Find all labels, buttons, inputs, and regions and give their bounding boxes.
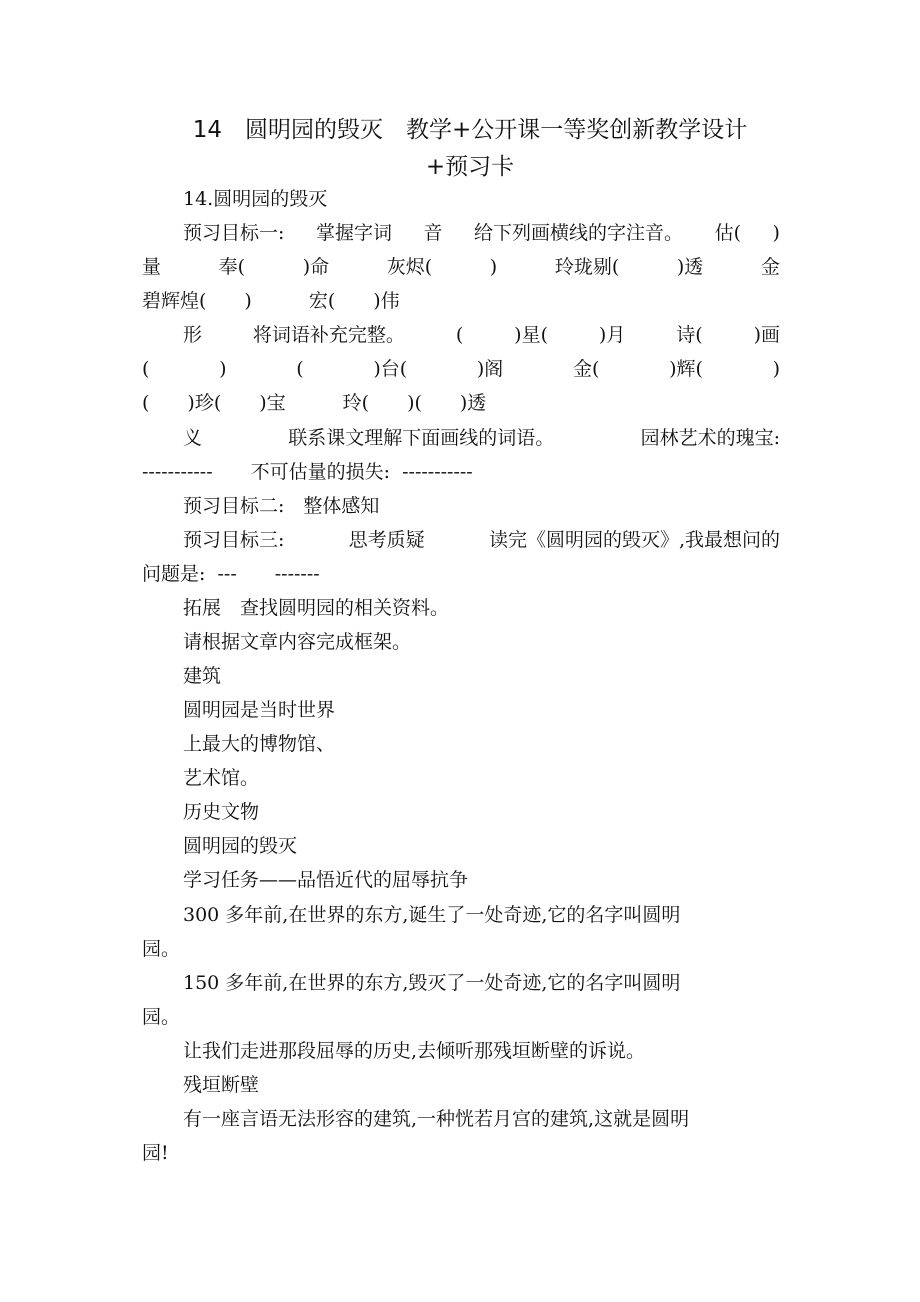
meaning-row-1: [183, 425, 780, 451]
idiom-part: (: [142, 358, 150, 380]
word: 玲珑剔(: [554, 256, 620, 278]
paragraph-line: 300 多年前,在世界的东方,诞生了一处奇迹,它的名字叫圆明: [183, 904, 681, 926]
frame-item: 艺术馆。: [183, 767, 260, 789]
idiom-part: )辉(: [669, 358, 703, 380]
meaning-row-2: ----------- 不可估量的损失: -----------: [142, 461, 473, 483]
goal2-line: 预习目标二: 整体感知: [183, 495, 380, 517]
paragraph-line: 150 多年前,在世界的东方,毁灭了一处奇迹,它的名字叫圆明: [183, 972, 681, 994]
word: )透: [676, 256, 704, 278]
form-instruction: 将词语补充完整。: [252, 324, 405, 346]
idiom-part: 诗(: [676, 324, 703, 346]
idiom-part: )画: [753, 324, 780, 346]
goal1-task: 掌握字词: [315, 222, 392, 244]
word: 量: [142, 256, 162, 278]
frame-item: 上最大的博物馆、: [183, 733, 336, 755]
idiom-part: )月: [598, 324, 626, 346]
goal1-line: [183, 220, 780, 246]
words-row-1: [142, 254, 780, 280]
form-row-1: [183, 322, 780, 348]
meaning-term: 园林艺术的瑰宝:: [640, 427, 780, 449]
goal1-label: 预习目标一:: [183, 222, 285, 244]
paragraph-line: 园!: [142, 1142, 169, 1164]
title-line-1: 14 圆明园的毁灭 教学+公开课一等奖创新教学设计: [192, 117, 748, 143]
goal3-question: 读完《圆明园的毁灭》,我最想问的: [488, 529, 780, 551]
word: ): [489, 256, 498, 278]
goal3-line: [183, 527, 780, 553]
goal1-word-end: ): [772, 222, 780, 244]
word: 灰烬(: [386, 256, 433, 278]
paragraph-line: 有一座言语无法形容的建筑,一种恍若月宫的建筑,这就是圆明: [183, 1108, 690, 1130]
document-title: [140, 112, 800, 186]
word: )命: [302, 256, 330, 278]
idiom-part: (: [455, 324, 464, 346]
idiom-part: )台(: [373, 358, 408, 380]
paragraph-line: 让我们走进那段屈辱的历史,去倾听那残垣断壁的诉说。: [183, 1040, 646, 1062]
form-row-3: ( )珍( )宝 玲( )( )透: [142, 392, 487, 414]
goal1-word-start: 估(: [714, 222, 741, 244]
frame-item: 圆明园的毁灭: [183, 835, 298, 857]
task-title: 学习任务——品悟近代的屈辱抗争: [183, 869, 469, 891]
idiom-part: ): [772, 358, 780, 380]
frame-item: 圆明园是当时世界: [183, 699, 336, 721]
idiom-part: (: [296, 358, 304, 380]
paragraph-line: 园。: [142, 1006, 181, 1028]
goal3-task: 思考质疑: [348, 529, 425, 551]
form-label: 形: [183, 324, 203, 346]
meaning-label: 义: [183, 427, 203, 449]
word: 金: [760, 256, 780, 278]
frame-item: 历史文物: [183, 801, 260, 823]
frame-item: 建筑: [183, 665, 222, 687]
goal3-label: 预习目标三:: [183, 529, 285, 551]
frame-instruction: 请根据文章内容完成框架。: [183, 631, 412, 653]
idiom-part: 金(: [572, 358, 600, 380]
goal1-sound: 音: [423, 222, 443, 244]
goal1-instruction: 给下列画横线的字注音。: [474, 222, 684, 244]
extend-line: 拓展 查找圆明园的相关资料。: [183, 597, 450, 619]
words-row-2: 碧辉煌( ) 宏( )伟: [142, 290, 400, 312]
title-line-2: +预习卡: [425, 154, 515, 180]
idiom-part: )阁: [476, 358, 504, 380]
paragraph-line: 园。: [142, 938, 181, 960]
form-row-2: [142, 356, 780, 382]
idiom-part: ): [219, 358, 227, 380]
idiom-part: )星(: [514, 324, 548, 346]
lesson-heading: 14.圆明园的毁灭: [183, 188, 328, 210]
word: 奉(: [218, 256, 246, 278]
meaning-instruction: 联系课文理解下面画线的词语。: [288, 427, 555, 449]
goal3-row-2: 问题是: --- -------: [142, 563, 320, 585]
subheading: 残垣断壁: [183, 1074, 260, 1096]
